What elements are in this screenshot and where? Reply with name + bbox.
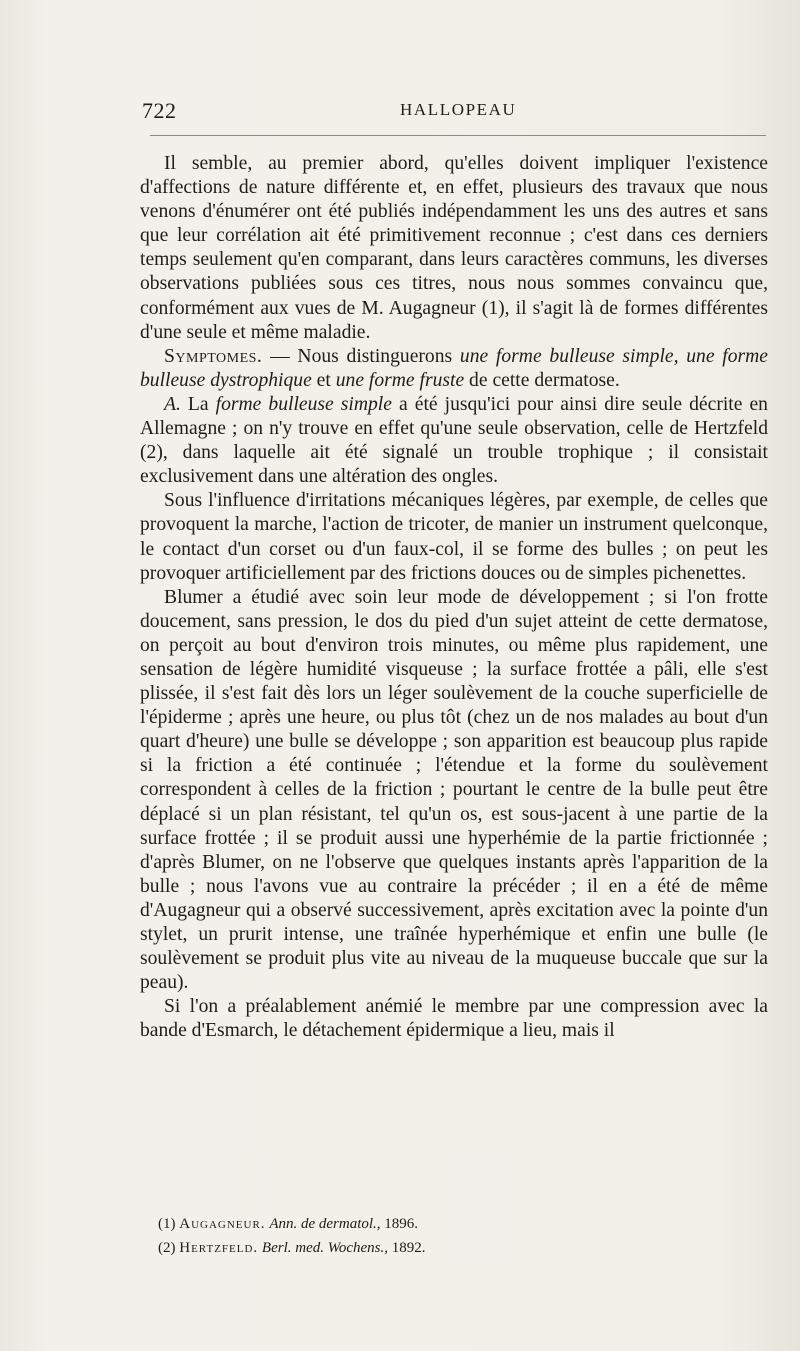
paragraph-text: Sous l'influence d'irritations mécaniques légères, par exemple, de celles que provoquent la marche, l'action de tricoter, de manier un instrument quelconque, le contact d'un corset ou d'un faux-col, il se forme des bulles ; on peut les provoquer artificiellement par des frictions douces ou de simples pichenettes. (140, 490, 768, 584)
body-text (140, 152, 768, 1043)
emphasis-text: une forme bulleuse simple, une forme bulleuse dystrophique (140, 345, 768, 391)
section-heading-symptomes: Symptomes. (164, 345, 263, 367)
footnote-year: 1896. (384, 1216, 419, 1232)
page-number: 722 (142, 98, 177, 123)
emphasis-text: une forme fruste (335, 369, 465, 391)
footnote-1 (158, 1212, 758, 1236)
header-rule (150, 135, 766, 136)
paragraph-text: de cette dermatose. (464, 369, 620, 391)
footnote-author: Hertzfeld. (179, 1240, 259, 1256)
footnotes (158, 1212, 758, 1260)
footnote-source: Berl. med. Wochens., (261, 1240, 389, 1256)
footnote-2 (158, 1236, 758, 1260)
footnote-mark: (2) (158, 1240, 176, 1256)
paragraph-forme-simple (140, 393, 768, 489)
footnote-source: Ann. de dermatol., (269, 1216, 381, 1232)
paragraph-text: et (311, 369, 336, 391)
page-header (142, 98, 766, 128)
section-label: A. (164, 393, 181, 415)
paragraph-5 (140, 586, 768, 996)
paragraph-text: Si l'on a préalablement anémié le membre par une compression avec la bande d'Esmarch, le détachement épidermique a lieu, mais il (140, 996, 768, 1042)
paragraph-text: a été jusqu'ici pour ainsi dire seule décrite en Allemagne ; on n'y trouve en effet qu'une seule observation, celle de Hertzfeld (2), dans laquelle ait été signalé un trouble trophique ; il consistait exclusivement dans une altération des ongles. (140, 393, 768, 488)
emphasis-text: forme bulleuse simple (215, 393, 392, 415)
paragraph-text: La (180, 393, 216, 415)
paragraph-text: — Nous distinguerons (262, 345, 460, 367)
paragraph-text: Blumer a étudié avec soin leur mode de développement ; si l'on frotte doucement, sans pression, le dos du pied d'un sujet atteint de cette dermatose, on perçoit au bout d'environ trois minutes, ou même plus rapidement, une sensation de légère humidité visqueuse ; la surface frottée a pâli, elle s'est plissée, il s'est fait dès lors un léger soulèvement de la couche superficielle de l'épiderme ; après une heure, ou plus tôt (chez un de nos malades au bout d'un quart d'heure) une bulle se développe ; son apparition est beaucoup plus rapide si la friction a été continuée ; l'étendue et la forme du soulèvement correspondent à celles de la friction ; pourtant le centre de la bulle peut être déplacé si un plan résistant, tel qu'un os, est sous-jacent à une partie de la surface frottée ; il se produit aussi une hyperhémie de la partie frictionnée ; d'après Blumer, on ne l'observe que quelques instants après l'apparition de la bulle ; nous l'avons vue au contraire la précéder ; il en a été de même d'Augagneur qui a observé successivement, après excitation avec la pointe d'un stylet, un prurit intense, une traînée hyperhémique et enfin une bulle (le soulèvement se produit plus vite au niveau de la muqueuse buccale que sur la peau). (140, 586, 768, 994)
footnote-mark: (1) (158, 1216, 176, 1232)
footnote-year: 1892. (391, 1240, 426, 1256)
paragraph-6 (140, 995, 768, 1043)
paragraph-text: Il semble, au premier abord, qu'elles doivent impliquer l'existence d'affections de nature différente et, en effet, plusieurs des travaux que nous venons d'énumérer ont été publiés indépendamment les uns des autres et sans que leur corrélation ait été primitivement reconnue ; c'est dans ces derniers temps seulement qu'en comparant, dans leurs caractères communs, les diverses observations publiées sous ces titres, nous nous sommes convaincu que, conformément aux vues de M. Augagneur (1), il s'agit là de formes différentes d'une seule et même maladie. (140, 153, 768, 343)
running-head: HALLOPEAU (400, 100, 517, 119)
footnote-author: Augagneur. (179, 1216, 266, 1232)
paragraph-symptomes (140, 345, 768, 393)
paragraph-1 (140, 152, 768, 345)
paragraph-4 (140, 489, 768, 585)
